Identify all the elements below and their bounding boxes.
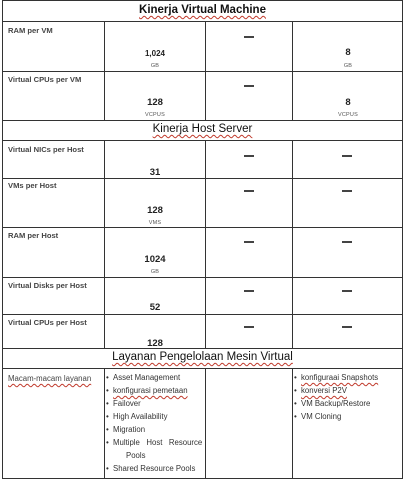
value-ram-per-host: 1024 bbox=[144, 254, 166, 265]
list-item: • Migration bbox=[106, 423, 204, 436]
list-item: • konversi P2V bbox=[294, 384, 401, 397]
list-item: • Shared Resource Pools bbox=[106, 462, 204, 475]
list-item: • konfiguraai Snapshots bbox=[294, 371, 401, 384]
empty-dash bbox=[342, 290, 352, 292]
unit-ram-per-vm-col4: GB bbox=[343, 63, 353, 69]
row-label-vcpus-per-host: Virtual CPUs per Host bbox=[8, 318, 87, 327]
empty-dash bbox=[342, 155, 352, 157]
row-divider bbox=[2, 227, 403, 228]
row-divider bbox=[2, 368, 403, 369]
empty-dash bbox=[244, 290, 254, 292]
list-item: • Multiple Host Resource bbox=[106, 436, 204, 449]
services-list-col4 bbox=[294, 371, 401, 423]
value-ram-per-vm-col2: 1,024 bbox=[144, 49, 166, 58]
column-divider bbox=[205, 141, 206, 348]
unit-vcpus-per-vm-col4: VCPUS bbox=[338, 112, 358, 118]
list-item: • VM Backup/Restore bbox=[294, 397, 401, 410]
empty-dash bbox=[244, 190, 254, 192]
unit-ram-per-host: GB bbox=[150, 269, 160, 275]
row-label-vcpus-per-vm: Virtual CPUs per VM bbox=[8, 75, 82, 84]
empty-dash bbox=[244, 326, 254, 328]
empty-dash bbox=[244, 85, 254, 87]
list-item: Pools bbox=[126, 451, 146, 460]
list-item: • High Availability bbox=[106, 410, 204, 423]
row-label-ram-per-vm: RAM per VM bbox=[8, 26, 53, 35]
empty-dash bbox=[342, 190, 352, 192]
row-divider bbox=[2, 120, 403, 121]
section-header-vm-management: Layanan Pengelolaan Mesin Virtual bbox=[112, 351, 293, 363]
value-ram-per-vm-col4: 8 bbox=[345, 47, 351, 58]
column-divider bbox=[292, 141, 293, 348]
row-label-vnics-per-host: Virtual NICs per Host bbox=[8, 145, 84, 154]
value-vdisks-per-host: 52 bbox=[149, 302, 161, 313]
empty-dash bbox=[244, 155, 254, 157]
unit-ram-per-vm-col2: GB bbox=[150, 63, 160, 69]
empty-dash bbox=[244, 36, 254, 38]
row-label-vdisks-per-host: Virtual Disks per Host bbox=[8, 281, 87, 290]
value-vcpus-per-host: 128 bbox=[147, 338, 163, 349]
empty-dash bbox=[342, 326, 352, 328]
section-header-host-performance: Kinerja Host Server bbox=[152, 123, 253, 135]
row-label-vms-per-host: VMs per Host bbox=[8, 181, 57, 190]
row-divider bbox=[2, 140, 403, 141]
services-label: Macam-macam layanan bbox=[8, 374, 92, 383]
list-item: • konfigurasi pemetaan bbox=[106, 384, 204, 397]
row-divider bbox=[2, 71, 403, 72]
list-item: • Asset Management bbox=[106, 371, 204, 384]
section-header-vm-performance: Kinerja Virtual Machine bbox=[139, 4, 266, 16]
empty-dash bbox=[342, 241, 352, 243]
list-item: • Failover bbox=[106, 397, 204, 410]
value-vcpus-per-vm-col2: 128 bbox=[147, 97, 163, 108]
unit-vcpus-per-vm-col2: VCPUS bbox=[145, 112, 165, 118]
row-divider bbox=[2, 314, 403, 315]
row-divider bbox=[2, 277, 403, 278]
unit-vms-per-host: VMS bbox=[148, 220, 162, 226]
row-divider bbox=[2, 21, 403, 22]
value-vcpus-per-vm-col4: 8 bbox=[345, 97, 351, 108]
row-label-ram-per-host: RAM per Host bbox=[8, 231, 59, 240]
row-divider bbox=[2, 178, 403, 179]
column-divider bbox=[104, 369, 105, 479]
column-divider bbox=[292, 369, 293, 479]
list-item: • VM Cloning bbox=[294, 410, 401, 423]
value-vnics-per-host: 31 bbox=[149, 167, 161, 178]
value-vms-per-host: 128 bbox=[147, 205, 163, 216]
empty-dash bbox=[244, 241, 254, 243]
column-divider bbox=[205, 369, 206, 479]
services-list-col2 bbox=[106, 371, 204, 475]
